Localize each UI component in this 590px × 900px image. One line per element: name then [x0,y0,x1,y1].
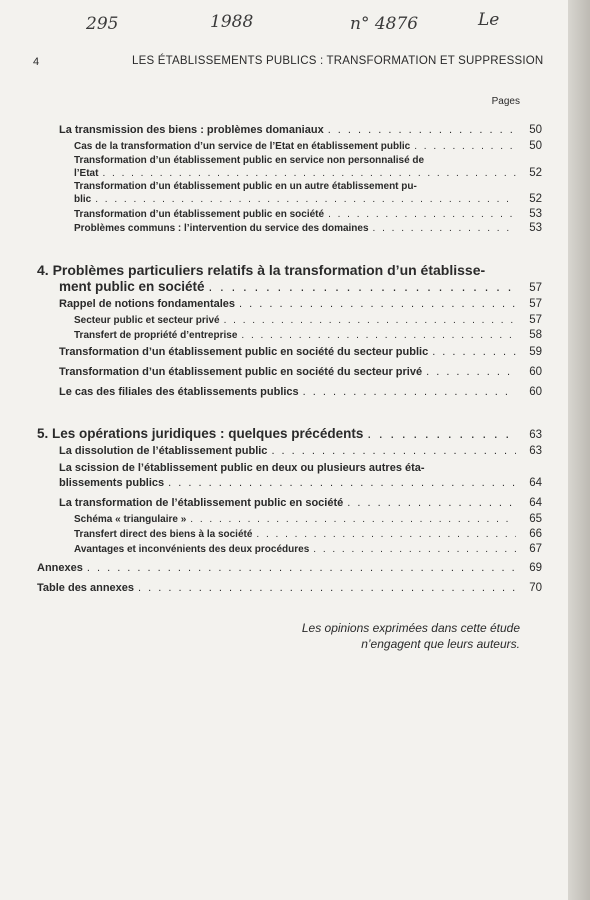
toc-entry-title: La transformation de l’établissement public en société [59,497,344,509]
dot-leader [239,298,516,310]
dot-leader [271,445,516,457]
dot-leader [347,497,516,509]
handwritten-note: 295 [86,14,119,34]
toc-entry [59,497,542,509]
toc-entry-page: 59 [529,346,542,358]
dot-leader [190,514,516,525]
toc-entry-title: Transformation d’un établissement public en service non personnalisé de [74,155,425,166]
page-edge [568,0,590,900]
toc-entry [74,543,542,555]
dot-leader [373,223,516,234]
toc-entry-page: 52 [529,193,542,205]
toc-entry [74,329,542,341]
toc-entry [37,426,542,441]
toc-entry [74,314,542,326]
toc-entry-page: 58 [529,329,542,341]
dot-leader [432,346,516,358]
toc-entry-title: Problèmes communs : l’intervention du service des domaines [74,223,369,234]
toc-entry-page: 65 [529,513,542,525]
toc-entry [59,477,542,489]
toc-entry-title: Transformation d’un établissement public en société du secteur privé [59,366,423,378]
handwritten-note: 1988 [210,12,254,32]
dot-leader [328,209,516,220]
toc-entry-title: blic [74,194,92,205]
toc-entry [59,346,542,358]
toc-entry-page: 57 [529,298,542,310]
toc-entry [37,562,542,574]
toc-entry [74,222,542,234]
page-number: 4 [33,56,40,68]
toc-entry [74,208,542,220]
toc-entry-page: 52 [529,167,542,179]
dot-leader [87,562,516,574]
running-title: LES ÉTABLISSEMENTS PUBLICS : TRANSFORMATION ET SUPPRESSION [132,55,544,67]
toc-entry [59,366,542,378]
disclaimer-line: Les opinions exprimées dans cette étude [301,621,520,635]
toc-entry-page: 69 [529,562,542,574]
pages-column-label: Pages [491,96,520,107]
toc-entry-page: 53 [529,222,542,234]
disclaimer-line: n’engagent que leurs auteurs. [361,637,520,651]
chapter-title: 4. Problèmes particuliers relatifs à la transformation d’un établisse- [37,262,486,278]
dot-leader [241,330,516,341]
dot-leader [367,426,516,441]
toc-entry-page: 57 [529,314,542,326]
toc-entry [74,193,542,205]
toc-entry-title: blissements publics [59,477,165,489]
toc-entry-title: Transfert de propriété d’entreprise [74,330,238,341]
dot-leader [256,529,516,540]
dot-leader [224,315,516,326]
toc-entry-title: Schéma « triangulaire » [74,514,187,525]
disclaimer-note [302,620,520,652]
toc-entry-title: Secteur public et secteur privé [74,315,220,326]
toc-entry-page: 57 [529,282,542,294]
toc-entry-page: 67 [529,543,542,555]
dot-leader [426,366,516,378]
toc-entry-page: 64 [529,477,542,489]
toc-entry-title: Transfert direct des biens à la société [74,529,253,540]
toc-entry-title: Le cas des filiales des établissements publics [59,386,299,398]
handwritten-note: n° 4876 [350,14,419,34]
toc-entry-title: Annexes [37,562,83,574]
toc-entry [74,167,542,179]
toc-entry-title: Avantages et inconvénients des deux procédures [74,544,310,555]
dot-leader [313,544,516,555]
toc-entry-page: 50 [529,124,542,136]
dot-leader [168,477,516,489]
chapter-title: 5. Les opérations juridiques : quelques précédents [37,426,364,441]
toc-entry-title: Transformation d’un établissement public en société du secteur public [59,346,429,358]
toc-entry-title: Transformation d’un établissement public en société [74,209,325,220]
dot-leader [303,386,516,398]
dot-leader [209,279,516,294]
dot-leader [102,168,516,179]
toc-entry [59,124,542,136]
toc-entry [37,582,542,594]
toc-entry-title: Cas de la transformation d’un service de l’Etat en établissement public [74,141,411,152]
toc-entry [59,279,542,294]
toc-entry-page: 63 [529,445,542,457]
toc-entry-page: 63 [529,429,542,441]
toc-entry-title: La transmission des biens : problèmes domaniaux [59,124,324,136]
toc-entry [59,298,542,310]
toc-entry-title: Rappel de notions fondamentales [59,298,236,310]
toc-entry-page: 70 [529,582,542,594]
toc-entry [74,140,542,152]
toc-entry-title: Transformation d’un établissement public en un autre établissement pu- [74,181,417,192]
toc-entry-page: 66 [529,528,542,540]
dot-leader [328,124,516,136]
dot-leader [138,582,516,594]
toc-entry-title: La dissolution de l’établissement public [59,445,268,457]
toc-entry-page: 60 [529,386,542,398]
toc-entry-page: 60 [529,366,542,378]
toc-entry-title: La scission de l’établissement public en deux ou plusieurs autres éta- [59,462,425,474]
toc-entry-page: 50 [529,140,542,152]
dot-leader [95,194,516,205]
handwritten-note: Le [478,10,500,30]
toc-entry [74,513,542,525]
toc-entry-page: 53 [529,208,542,220]
toc-entry [74,528,542,540]
toc-entry-title: Table des annexes [37,582,135,594]
dot-leader [414,141,516,152]
toc-entry-title: l’Etat [74,168,99,179]
toc-entry-page: 64 [529,497,542,509]
toc-entry [59,386,542,398]
toc-entry-title: ment public en société [59,279,205,294]
toc-entry [59,445,542,457]
